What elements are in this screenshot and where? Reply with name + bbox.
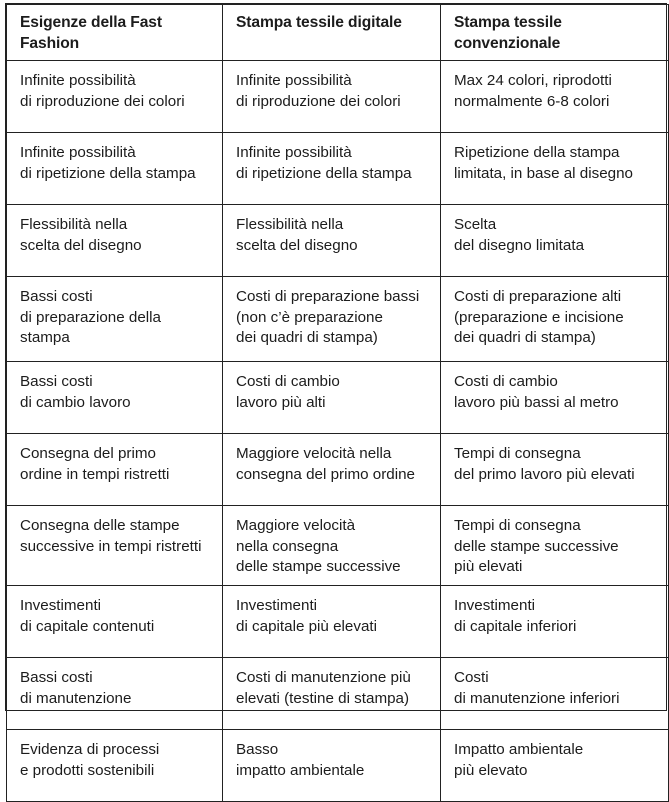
cell-conventional: Tempi di consegna delle stampe successive più elevati bbox=[441, 506, 669, 586]
cell-digital: Costi di preparazione bassi (non c’è preparazione dei quadri di stampa) bbox=[223, 277, 441, 362]
cell-digital: Investimenti di capitale più elevati bbox=[223, 586, 441, 658]
cell-conventional: Costi di manutenzione inferiori bbox=[441, 658, 669, 730]
cell-fast-fashion: Bassi costi di cambio lavoro bbox=[7, 362, 223, 434]
table-row bbox=[7, 658, 669, 730]
cell-conventional: Ripetizione della stampa limitata, in base al disegno bbox=[441, 133, 669, 205]
table-row bbox=[7, 506, 669, 586]
cell-fast-fashion: Bassi costi di preparazione della stampa bbox=[7, 277, 223, 362]
cell-conventional: Costi di preparazione alti (preparazione e incisione dei quadri di stampa) bbox=[441, 277, 669, 362]
comparison-table bbox=[6, 4, 669, 802]
cell-digital: Costi di cambio lavoro più alti bbox=[223, 362, 441, 434]
cell-fast-fashion: Infinite possibilità di riproduzione dei colori bbox=[7, 61, 223, 133]
header-conventional-printing: Stampa tessile convenzionale bbox=[441, 5, 669, 61]
cell-digital: Flessibilità nella scelta del disegno bbox=[223, 205, 441, 277]
cell-conventional: Impatto ambientale più elevato bbox=[441, 730, 669, 802]
cell-fast-fashion: Flessibilità nella scelta del disegno bbox=[7, 205, 223, 277]
cell-fast-fashion: Infinite possibilità di ripetizione della stampa bbox=[7, 133, 223, 205]
cell-digital: Infinite possibilità di riproduzione dei colori bbox=[223, 61, 441, 133]
table-row bbox=[7, 730, 669, 802]
cell-digital: Costi di manutenzione più elevati (testine di stampa) bbox=[223, 658, 441, 730]
header-digital-printing: Stampa tessile digitale bbox=[223, 5, 441, 61]
cell-digital: Basso impatto ambientale bbox=[223, 730, 441, 802]
cell-conventional: Costi di cambio lavoro più bassi al metro bbox=[441, 362, 669, 434]
table-row bbox=[7, 205, 669, 277]
table-row bbox=[7, 133, 669, 205]
cell-digital: Infinite possibilità di ripetizione della stampa bbox=[223, 133, 441, 205]
cell-conventional: Tempi di consegna del primo lavoro più elevati bbox=[441, 434, 669, 506]
cell-digital: Maggiore velocità nella consegna del primo ordine bbox=[223, 434, 441, 506]
cell-fast-fashion: Bassi costi di manutenzione bbox=[7, 658, 223, 730]
cell-fast-fashion: Evidenza di processi e prodotti sostenibili bbox=[7, 730, 223, 802]
header-fast-fashion: Esigenze della Fast Fashion bbox=[7, 5, 223, 61]
table-header-row bbox=[7, 5, 669, 61]
table-row bbox=[7, 362, 669, 434]
cell-fast-fashion: Consegna delle stampe successive in tempi ristretti bbox=[7, 506, 223, 586]
cell-conventional: Scelta del disegno limitata bbox=[441, 205, 669, 277]
table-row bbox=[7, 277, 669, 362]
cell-conventional: Investimenti di capitale inferiori bbox=[441, 586, 669, 658]
cell-digital: Maggiore velocità nella consegna delle stampe successive bbox=[223, 506, 441, 586]
table-row bbox=[7, 61, 669, 133]
table-row bbox=[7, 586, 669, 658]
comparison-table-frame bbox=[5, 3, 667, 779]
cell-fast-fashion: Consegna del primo ordine in tempi ristretti bbox=[7, 434, 223, 506]
table-row bbox=[7, 434, 669, 506]
cell-fast-fashion: Investimenti di capitale contenuti bbox=[7, 586, 223, 658]
cell-conventional: Max 24 colori, riprodotti normalmente 6-8 colori bbox=[441, 61, 669, 133]
